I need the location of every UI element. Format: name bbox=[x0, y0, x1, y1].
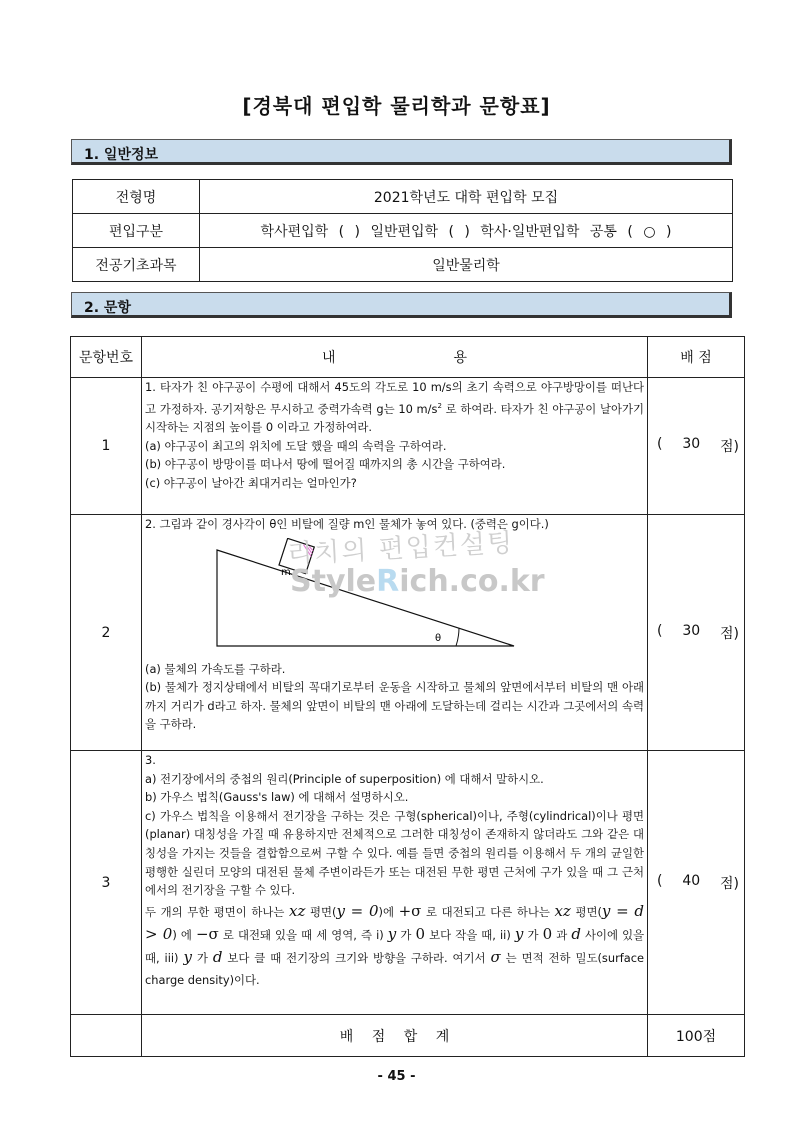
score-close: 점) bbox=[720, 875, 739, 892]
math-zero: 0 bbox=[542, 924, 553, 943]
value-major-subject: 일반물리학 bbox=[200, 248, 733, 282]
math-xz: xz bbox=[289, 901, 306, 920]
text: 보다 작을 때, ii) bbox=[429, 927, 511, 942]
table-row bbox=[71, 751, 745, 1015]
q1-line1: 1. 타자가 친 야구공이 수평에 대해서 45도의 각도로 10 m/s의 초기 속력으로 야구방망이를 떠난다고 가정하자. 공기저항은 무시하고 중력가속력 g는 10 m/s bbox=[145, 380, 644, 416]
question-content bbox=[142, 378, 648, 515]
score-open: ( bbox=[657, 872, 663, 889]
text: )에 bbox=[378, 904, 394, 919]
q1-superscript: 2 bbox=[437, 401, 442, 410]
question-number: 1 bbox=[71, 378, 142, 515]
table-header-row bbox=[71, 337, 745, 378]
sub-question-b: (b) 야구공이 방망이를 떠나서 땅에 떨어질 때까지의 총 시간을 구하여라. bbox=[145, 457, 506, 472]
total-empty-cell bbox=[71, 1015, 142, 1057]
question-text bbox=[145, 378, 644, 437]
label-major-subject: 전공기초과목 bbox=[73, 248, 200, 282]
header-score: 배 점 bbox=[648, 337, 745, 378]
text: 가 bbox=[527, 927, 539, 942]
sub-question-a: (a) 야구공이 최고의 위치에 도달 했을 때의 속력을 구하여라. bbox=[145, 438, 447, 453]
score-close: 점) bbox=[720, 625, 739, 642]
mass-label: m bbox=[281, 566, 291, 578]
text: ) 에 bbox=[172, 927, 192, 942]
page-number: - 45 - bbox=[377, 1069, 416, 1084]
math-sigma: σ bbox=[490, 947, 501, 966]
transfer-type-text: 학사편입학 ( ) 일반편입학 ( ) 학사·일반편입학 공통 ( ○ ) bbox=[260, 223, 672, 240]
watermark-post: ich.co.kr bbox=[399, 564, 545, 599]
total-row bbox=[71, 1015, 745, 1057]
page-title: [경북대 편입학 물리학과 문항표] bbox=[242, 94, 551, 118]
math-y-eq-0: y = 0 bbox=[336, 901, 379, 920]
sub-question-a: (a) 물체의 가속도를 구하라. bbox=[145, 661, 286, 676]
sub-question-b: b) 가우스 법칙(Gauss's law) 에 대해서 설명하시오. bbox=[145, 790, 409, 805]
section-questions-heading: 2. 문항 bbox=[71, 292, 732, 318]
sub-question-c: c) 가우스 법칙을 이용해서 전기장을 구하는 것은 구형(spherical)이나, 주형(cylindrical)이나 평면(planar) 대칭성을 가질 때 유용하지만 전체적으로 그러한 대칭성이 존재하지 않더라도 그와 같은 대칭성을 가지는 것들을 결합함으로써 구할 수 있다. 예를 들면 중첩의 원리를 이용해서 두 개의 균일한 평행한 실린더 모양의 대전된 물체 주변이라든가 또는 대전된 무한 평면 근처에 구가 있을 때 그 근처에서의 전기장을 구할 수 있다. bbox=[145, 808, 644, 898]
score-open: ( bbox=[657, 622, 663, 639]
math-zero: 0 bbox=[415, 924, 426, 943]
table-row bbox=[73, 214, 733, 248]
watermark-r: R bbox=[376, 564, 400, 599]
question-score bbox=[648, 515, 745, 751]
sub-question-b: (b) 물체가 정지상태에서 비탈의 꼭대기로부터 운동을 시작하고 물체의 앞면에서부터 비탈의 맨 아래까지 거리가 d라고 하자. 물체의 앞면이 비탈의 맨 아래에 도달하는데 걸리는 시간과 그곳에서의 속력을 구하라. bbox=[145, 680, 644, 732]
general-info-table bbox=[72, 179, 733, 282]
math-xz: xz bbox=[554, 901, 571, 920]
header-content-b: 용 bbox=[453, 350, 468, 366]
math-minus-sigma: −σ bbox=[195, 924, 219, 943]
table-row bbox=[73, 248, 733, 282]
text: 가 bbox=[400, 927, 412, 942]
text: 로 대전되고 다른 하나는 bbox=[426, 904, 550, 919]
question-text: 2. 그림과 같이 경사각이 θ인 비탈에 질량 m인 물체가 놓여 있다. (중력은 g이다.) bbox=[145, 517, 549, 531]
score-value: 40 bbox=[682, 872, 701, 889]
text: 는 면적 전하 밀도(surface charge density)이다. bbox=[145, 950, 645, 987]
math-y-eq-d: y = d > 0 bbox=[145, 901, 645, 943]
table-row bbox=[71, 378, 745, 515]
watermark-pre: Style bbox=[290, 564, 377, 599]
question-content bbox=[142, 751, 648, 1015]
math-plus-sigma: +σ bbox=[398, 901, 422, 920]
math-y: y bbox=[183, 947, 192, 966]
sub-question-c: (c) 야구공이 날아간 최대거리는 얼마인가? bbox=[145, 475, 357, 490]
text: 보다 클 때 전기장의 크기와 방향을 구하라. 여기서 bbox=[227, 950, 486, 965]
angle-label: θ bbox=[435, 632, 442, 644]
question-head: 3. bbox=[145, 753, 156, 767]
text: 사이에 있을 때, iii) bbox=[145, 927, 645, 965]
text: 과 bbox=[556, 927, 568, 942]
header-content-a: 내 bbox=[321, 350, 336, 366]
text: 평면( bbox=[575, 904, 602, 919]
label-transfer-type: 편입구분 bbox=[73, 214, 200, 248]
score-open: ( bbox=[657, 436, 663, 452]
questions-table bbox=[70, 336, 745, 1057]
watermark-url bbox=[290, 564, 545, 599]
score-value: 30 bbox=[682, 436, 701, 452]
q1-line2: 로 하여라. 타자가 친 야구공이 날아가기 시작하는 지점의 높이를 0 이라고 가정하여라. bbox=[145, 401, 645, 434]
text: 평면( bbox=[310, 904, 337, 919]
question-number: 3 bbox=[71, 751, 142, 1015]
label-exam-name: 전형명 bbox=[73, 180, 200, 214]
score-value: 30 bbox=[682, 622, 701, 639]
table-row bbox=[73, 180, 733, 214]
question-score bbox=[648, 378, 745, 515]
value-transfer-type bbox=[200, 214, 733, 248]
header-question-number: 문항번호 bbox=[71, 337, 142, 378]
sub-question-a: a) 전기장에서의 중첩의 원리(Principle of superposition) 에 대해서 말하시오. bbox=[145, 771, 544, 786]
total-value: 100점 bbox=[648, 1015, 745, 1057]
math-d: d bbox=[212, 947, 223, 966]
math-y: y bbox=[514, 924, 524, 943]
score-close: 점) bbox=[720, 439, 739, 455]
sub-question-c-math bbox=[145, 900, 644, 991]
total-label: 배 점 합 계 bbox=[142, 1015, 648, 1057]
value-exam-name: 2021학년도 대학 편입학 모집 bbox=[200, 180, 733, 214]
section-general-info-heading: 1. 일반정보 bbox=[71, 139, 732, 165]
text: 가 bbox=[196, 950, 208, 965]
question-score bbox=[648, 751, 745, 1015]
question-number: 2 bbox=[71, 515, 142, 751]
header-content bbox=[142, 337, 648, 378]
math-d: d bbox=[571, 924, 581, 943]
math-y: y bbox=[387, 924, 397, 943]
text: 두 개의 무한 평면이 하나는 bbox=[145, 904, 285, 919]
text: 로 대전돼 있을 때 세 영역, 즉 i) bbox=[222, 927, 384, 942]
watermark-korean: 리치의 편입컨설팅 bbox=[286, 528, 515, 570]
